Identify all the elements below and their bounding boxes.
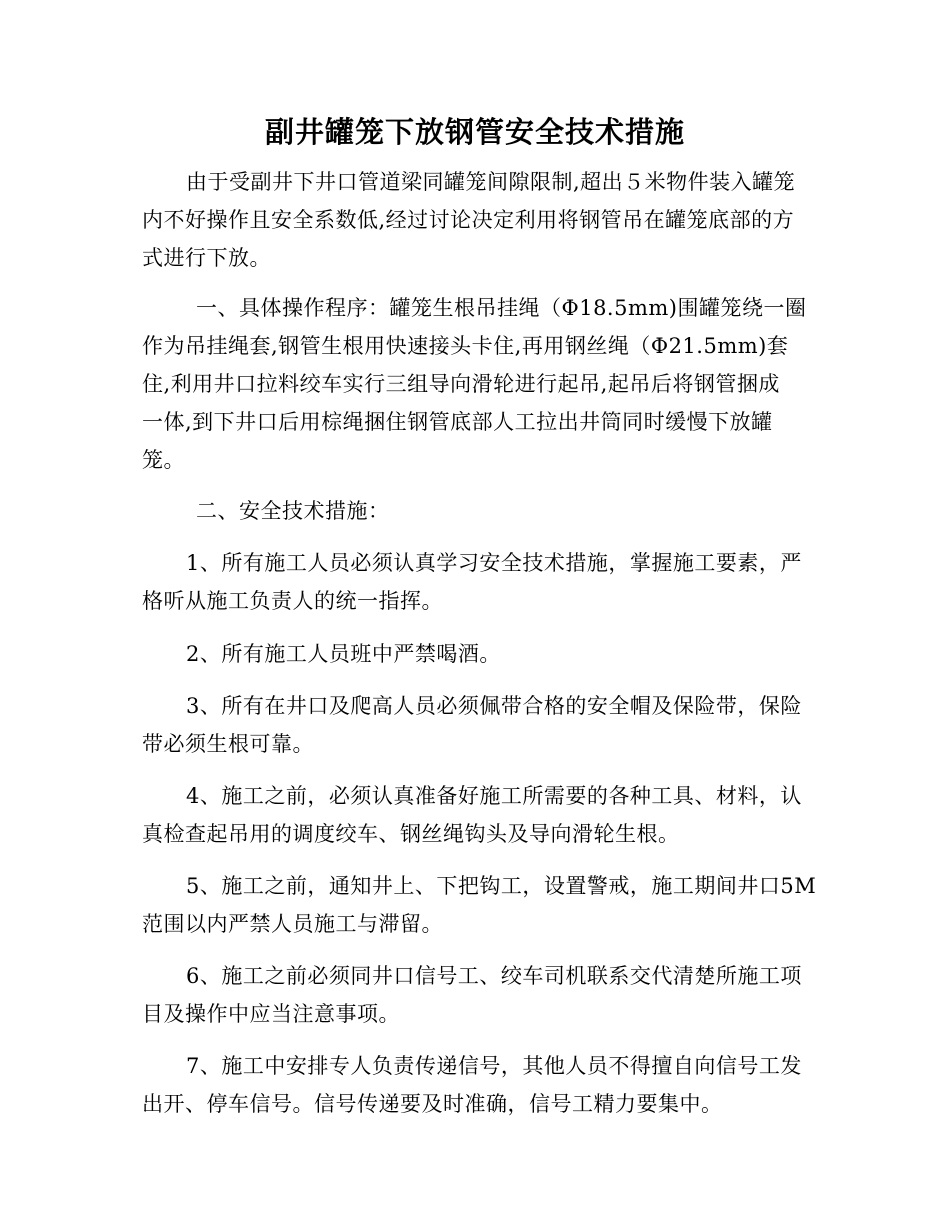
item-5-line-1: 5、施工之前，通知井上、下把钩工，设置警戒，施工期间井口5M xyxy=(186,874,817,898)
intro-line-1: 由于受副井下井口管道梁同罐笼间隙限制,超出５米物件装入罐笼 xyxy=(186,170,796,194)
item-3-line-2: 带必须生根可靠。 xyxy=(142,732,314,756)
item-6-line-1: 6、施工之前必须同井口信号工、绞车司机联系交代清楚所施工项 xyxy=(186,964,802,988)
item-1-line-2: 格听从施工负责人的统一指挥。 xyxy=(142,589,443,613)
document-title: 副井罐笼下放钢管安全技术措施 xyxy=(264,115,685,149)
section-2-heading: 二、安全技术措施： xyxy=(196,499,390,523)
item-4-line-1: 4、施工之前，必须认真准备好施工所需要的各种工具、材料，认 xyxy=(186,784,802,808)
intro-line-3: 式进行下放。 xyxy=(142,246,271,270)
section-1-line-1: 一、具体操作程序：罐笼生根吊挂绳（Φ18.5mm)围罐笼绕一圈 xyxy=(196,296,807,320)
item-6-line-2: 目及操作中应当注意事项。 xyxy=(142,1002,400,1026)
item-4-line-2: 真检查起吊用的调度绞车、钢丝绳钩头及导向滑轮生根。 xyxy=(142,822,680,846)
intro-line-2: 内不好操作且安全系数低,经过讨论决定利用将钢管吊在罐笼底部的方 xyxy=(142,208,795,232)
item-5-line-2: 范围以内严禁人员施工与滞留。 xyxy=(142,912,443,936)
item-2-line-1: 2、所有施工人员班中严禁喝酒。 xyxy=(186,642,501,666)
section-1-line-4: 一体,到下井口后用棕绳捆住钢管底部人工拉出井筒同时缓慢下放罐 xyxy=(142,410,773,434)
section-1-line-5: 笼。 xyxy=(142,448,185,472)
item-3-line-1: 3、所有在井口及爬高人员必须佩带合格的安全帽及保险带，保险 xyxy=(186,694,802,718)
item-7-line-1: 7、施工中安排专人负责传递信号，其他人员不得擅自向信号工发 xyxy=(186,1054,802,1078)
item-7-line-2: 出开、停车信号。信号传递要及时准确，信号工精力要集中。 xyxy=(142,1092,723,1116)
item-1-line-1: 1、所有施工人员必须认真学习安全技术措施，掌握施工要素，严 xyxy=(186,551,802,575)
section-1-line-2: 作为吊挂绳套,钢管生根用快速接头卡住,再用钢丝绳（Φ21.5mm)套 xyxy=(142,334,789,358)
section-1-line-3: 住,利用井口拉料绞车实行三组导向滑轮进行起吊,起吊后将钢管捆成 xyxy=(142,372,780,396)
